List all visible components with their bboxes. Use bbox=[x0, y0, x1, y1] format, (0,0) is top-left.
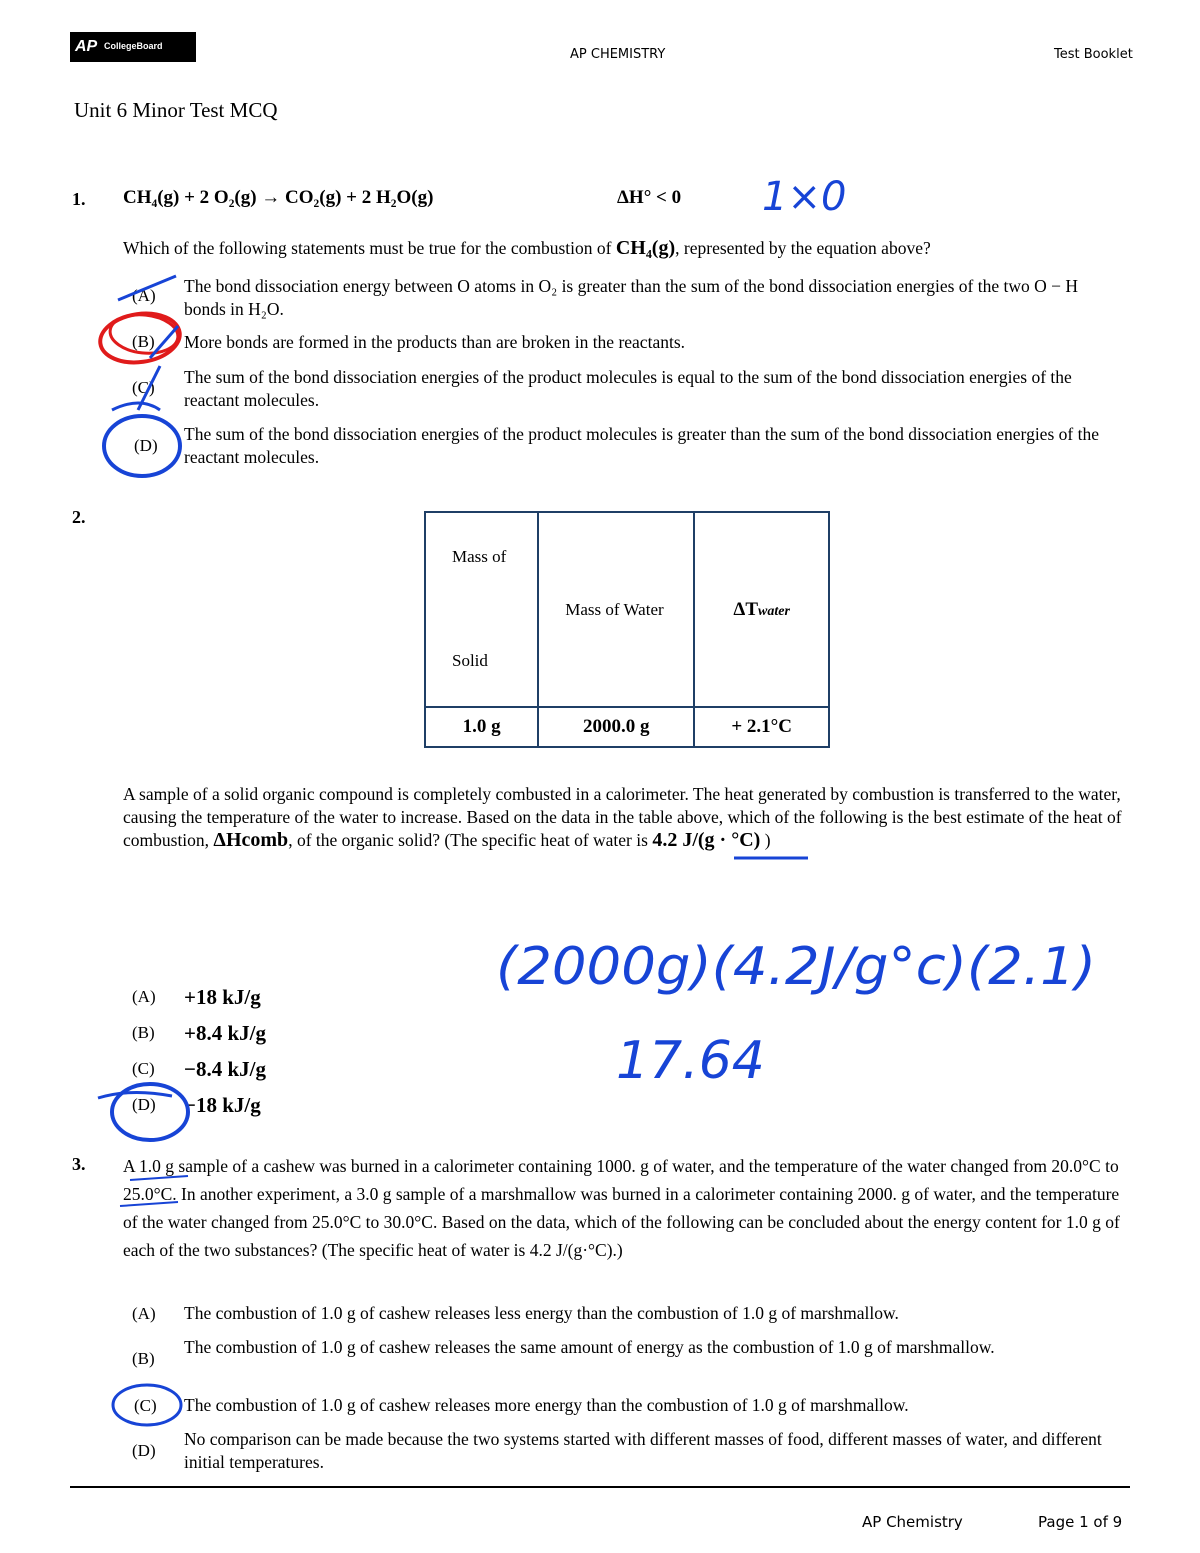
q1-option-a-text: The bond dissociation energy between O atoms in O₂ is greater than the sum of the bond dissociation energies of the two O − H bonds in H₂O. bbox=[184, 276, 1079, 319]
q3-option-b-text: The combustion of 1.0 g of cashew releases the same amount of energy as the combustion of 1.0 g of marshmallow. bbox=[184, 1337, 995, 1357]
q3-option-c-letter[interactable]: (C) bbox=[134, 1396, 157, 1415]
q2-option-a-text: +18 kJ/g bbox=[184, 985, 261, 1009]
q1-c-curl-mark bbox=[112, 403, 160, 410]
q1-stem-post: , represented by the equation above? bbox=[675, 238, 931, 258]
footer-subject: AP Chemistry bbox=[862, 1513, 963, 1531]
q2-value-delta-t: + 2.1°C bbox=[694, 707, 829, 747]
q2-value-mass-water: 2000.0 g bbox=[538, 707, 694, 747]
q3-option-d-letter[interactable]: (D) bbox=[132, 1441, 156, 1460]
q1-stem-pre: Which of the following statements must be true for the combustion of bbox=[123, 238, 616, 258]
q1-equation: CH₄(g) + 2 O₂(g) → CO₂(g) + 2 H₂O(g) bbox=[123, 187, 434, 208]
q2-stem-post: , of the organic solid? (The specific heat of water is bbox=[288, 830, 648, 850]
q3-option-c-text: The combustion of 1.0 g of cashew releases more energy than the combustion of 1.0 g of marshmallow. bbox=[184, 1395, 909, 1415]
q2-header-mass-water: Mass of Water bbox=[538, 512, 694, 707]
q1-b-red-circle bbox=[97, 309, 183, 368]
logo-ap-text: AP bbox=[75, 38, 98, 55]
q2-header-solid: Solid bbox=[452, 651, 488, 670]
q3-number: 3. bbox=[72, 1154, 86, 1174]
q2-option-d-letter[interactable]: (D) bbox=[132, 1095, 156, 1114]
header-subject: AP CHEMISTRY bbox=[570, 47, 666, 62]
q2-stem-value: 4.2 J/(g · °C) bbox=[652, 829, 761, 851]
q1-option-a-letter[interactable]: (A) bbox=[132, 286, 156, 305]
footer-page-number: Page 1 of 9 bbox=[1038, 1513, 1123, 1531]
q2-value-mass-solid: 1.0 g bbox=[425, 707, 538, 747]
q3-water-underline bbox=[120, 1202, 178, 1206]
q1-a-strike-mark bbox=[118, 276, 176, 300]
q2-option-d-text: −18 kJ/g bbox=[184, 1093, 261, 1117]
logo-cb-text: CollegeBoard bbox=[104, 41, 163, 51]
q1-option-c-letter[interactable]: (C) bbox=[132, 378, 155, 397]
q2-stem-symbol: ΔHcomb bbox=[213, 829, 289, 851]
q2-stem-end: ) bbox=[764, 830, 771, 850]
q2-option-b-text: +8.4 kJ/g bbox=[184, 1021, 266, 1045]
q3-option-d-text: No comparison can be made because the two systems started with different masses of food, different masses of water, and different initial temperatures. bbox=[184, 1429, 1102, 1472]
q2-header-mass-of: Mass of bbox=[452, 547, 507, 566]
q3-option-a-text: The combustion of 1.0 g of cashew releases less energy than the combustion of 1.0 g of marshmallow. bbox=[184, 1303, 899, 1323]
q3-stem: A 1.0 g sample of a cashew was burned in a calorimeter containing 1000. g of water, and the temperature of the water changed from 20.0°C to 25.0°C. In another experiment, a 3.0 g sample of a marshmallow was burned in a calorimeter containing 2000. g of water, and the temperature of the water changed from 25.0°C to 30.0°C. Based on the data, which of the following can be concluded about the energy content for 1.0 g of each of the two substances? (The specific heat of water is 4.2 J/(g·°C).) bbox=[123, 1156, 1120, 1260]
q2-option-a-letter[interactable]: (A) bbox=[132, 987, 156, 1006]
q1-option-d-text: The sum of the bond dissociation energies of the product molecules is greater than the sum of the bond dissociation energies of the reactant molecules. bbox=[184, 424, 1099, 467]
q1-option-b-letter[interactable]: (B) bbox=[132, 332, 155, 351]
page-title: Unit 6 Minor Test MCQ bbox=[74, 98, 278, 122]
q2-number: 2. bbox=[72, 507, 86, 527]
q2-header-delta-t: ΔTwater bbox=[694, 512, 829, 707]
q2-stem-text: A sample of a solid organic compound is completely combusted in a calorimeter. The heat generated by combustion is transferred to the water, causing the temperature of the water to increase. Based on the data in the table above, which of the following is the best estimate of the heat of combustion, bbox=[123, 784, 1122, 850]
q1-enthalpy: ΔH° < 0 bbox=[617, 187, 682, 208]
q1-option-d-letter[interactable]: (D) bbox=[134, 436, 158, 455]
q1-option-c-text: The sum of the bond dissociation energies of the product molecules is equal to the sum of the bond dissociation energies of the reactant molecules. bbox=[184, 367, 1072, 410]
q1-handwritten-note: 1×0 bbox=[762, 174, 847, 220]
q3-option-a-letter[interactable]: (A) bbox=[132, 1304, 156, 1323]
q1-stem-species: CH₄(g) bbox=[615, 237, 676, 259]
q3-option-b-letter[interactable]: (B) bbox=[132, 1349, 155, 1368]
q2-option-b-letter[interactable]: (B) bbox=[132, 1023, 155, 1042]
q2-option-c-text: −8.4 kJ/g bbox=[184, 1057, 266, 1081]
q3-c-answer-circle bbox=[113, 1385, 181, 1425]
q3-mass-underline bbox=[130, 1176, 188, 1180]
q2-handwritten-work: (2000g)(4.2J/g°c)(2.1) bbox=[496, 937, 1096, 997]
q2-handwritten-result: 17.64 bbox=[616, 1031, 765, 1091]
q1-option-b-text: More bonds are formed in the products than are broken in the reactants. bbox=[184, 332, 686, 352]
header-booklet: Test Booklet bbox=[1054, 47, 1133, 62]
q2-option-c-letter[interactable]: (C) bbox=[132, 1059, 155, 1078]
q1-d-answer-circle bbox=[104, 416, 180, 476]
q1-number: 1. bbox=[72, 189, 86, 209]
q2-d-tick-mark bbox=[98, 1092, 172, 1098]
